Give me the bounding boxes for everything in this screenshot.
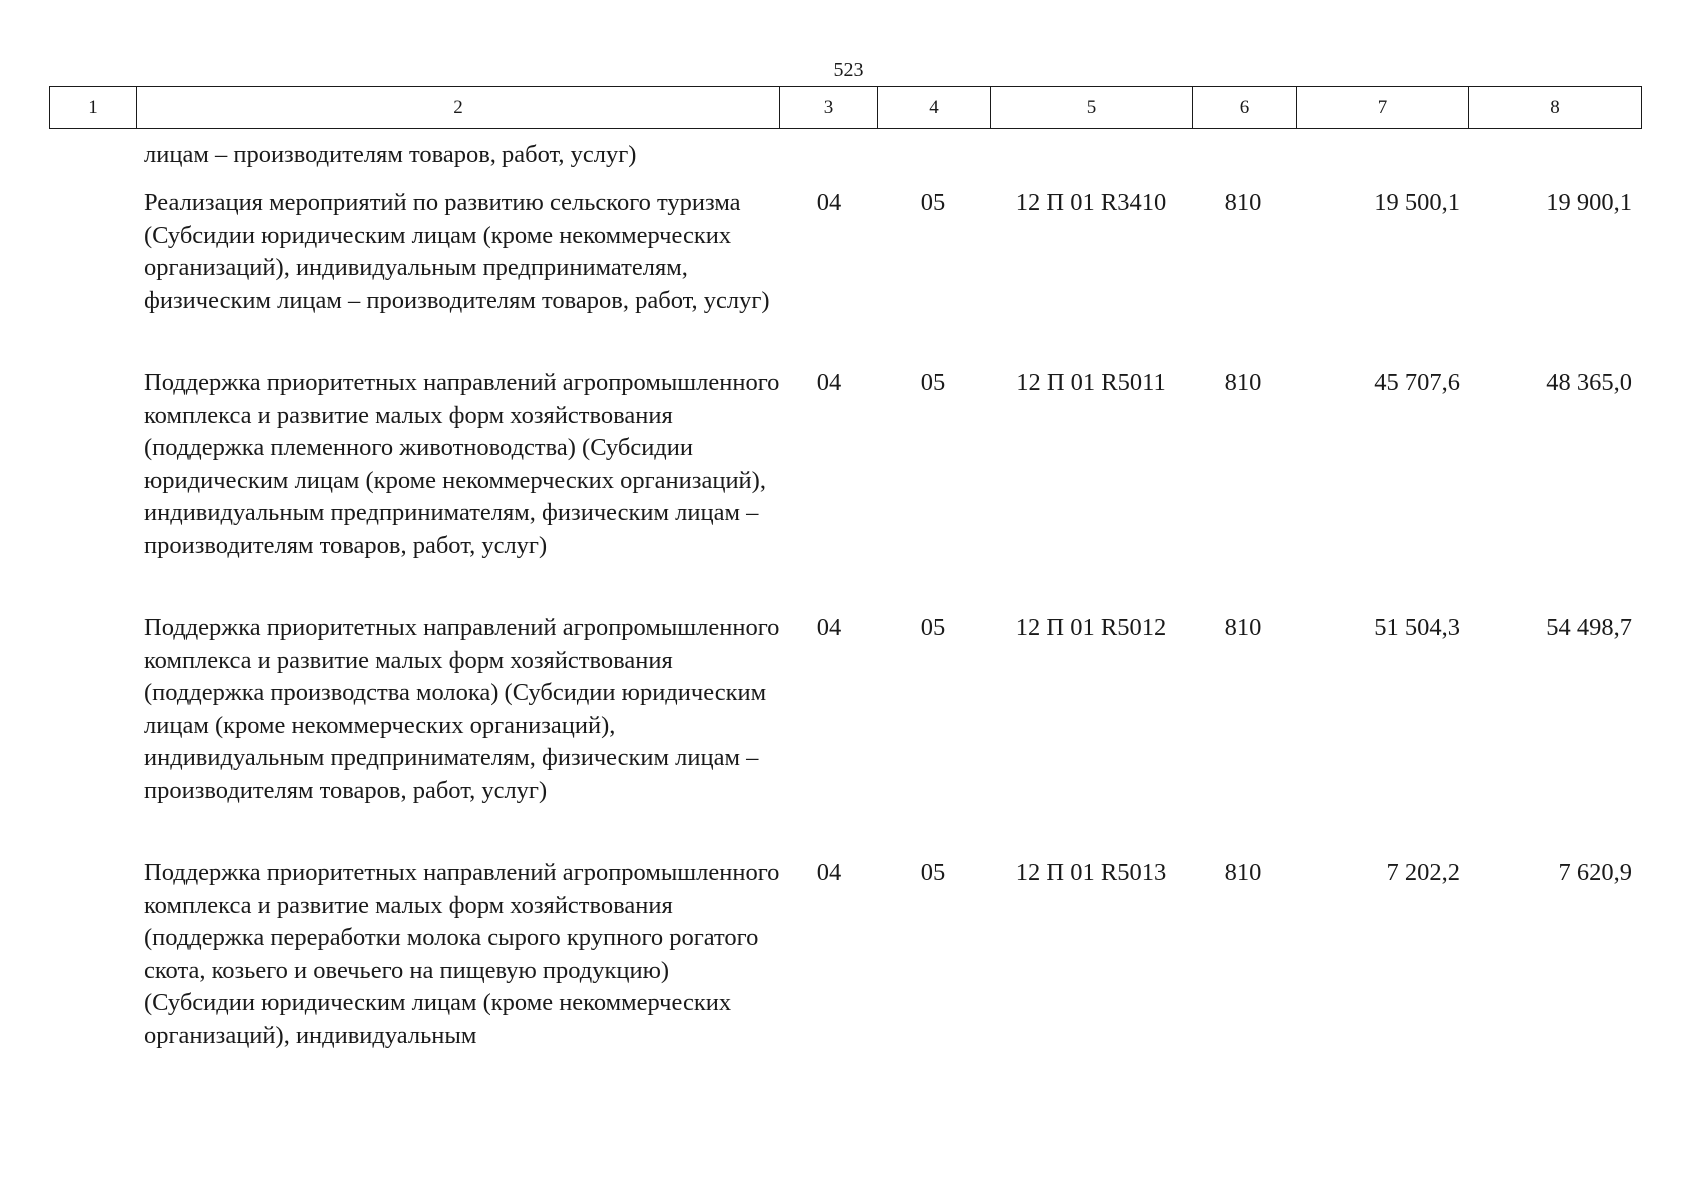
column-header-row <box>50 87 1642 129</box>
row-description: Поддержка приоритетных направлений агропромышленного комплекса и развитие малых форм хозяйствования (поддержка производства молока) (Субсидии юридическим лицам (кроме некоммерческих организаций), индивидуальным предпринимателям, физическим лицам – производителям товаров, работ, услуг) <box>144 614 780 804</box>
row-expense-type: 810 <box>1224 189 1262 216</box>
row-subsection: 05 <box>920 859 946 886</box>
row-target-article: 12 П 01 R5011 <box>1016 369 1166 396</box>
row-amount-2: 54 498,7 <box>1546 614 1632 641</box>
row-expense-type: 810 <box>1224 369 1262 396</box>
column-header-4: 4 <box>878 87 991 129</box>
row-section: 04 <box>816 614 842 641</box>
row-target-article: 12 П 01 R3410 <box>1015 189 1167 216</box>
row-subsection: 05 <box>920 369 946 396</box>
column-header-3: 3 <box>780 87 878 129</box>
continuation-text: лицам – производителям товаров, работ, услуг) <box>144 141 637 168</box>
row-expense-type: 810 <box>1224 859 1262 886</box>
column-header-1: 1 <box>50 87 137 129</box>
row-amount-2: 19 900,1 <box>1546 189 1632 216</box>
column-header-7: 7 <box>1297 87 1469 129</box>
page-number: 523 <box>833 59 864 81</box>
row-description: Реализация мероприятий по развитию сельского туризма (Субсидии юридическим лицам (кроме некоммерческих организаций), индивидуальным предпринимателям, физическим лицам – производителям товаров, работ, услуг) <box>144 189 770 314</box>
row-amount-2: 48 365,0 <box>1546 369 1632 396</box>
column-header-table <box>49 86 1642 129</box>
row-expense-type: 810 <box>1224 614 1262 641</box>
row-section: 04 <box>816 189 842 216</box>
row-subsection: 05 <box>920 189 946 216</box>
row-section: 04 <box>816 369 842 396</box>
row-amount-1: 45 707,6 <box>1374 369 1460 396</box>
row-amount-2: 7 620,9 <box>1558 859 1632 886</box>
row-amount-1: 7 202,2 <box>1386 859 1460 886</box>
column-header-2: 2 <box>137 87 780 129</box>
row-target-article: 12 П 01 R5012 <box>1015 614 1167 641</box>
row-description: Поддержка приоритетных направлений агропромышленного комплекса и развитие малых форм хозяйствования (поддержка переработки молока сырого крупного рогатого скота, козьего и овечьего на пищевую продукцию) (Субсидии юридическим лицам (кроме некоммерческих организаций), индивидуальным <box>144 859 780 1049</box>
column-header-6: 6 <box>1193 87 1297 129</box>
row-target-article: 12 П 01 R5013 <box>1015 859 1167 886</box>
row-section: 04 <box>816 859 842 886</box>
row-subsection: 05 <box>920 614 946 641</box>
column-header-5: 5 <box>991 87 1193 129</box>
column-header-8: 8 <box>1469 87 1642 129</box>
row-amount-1: 19 500,1 <box>1374 189 1460 216</box>
row-description: Поддержка приоритетных направлений агропромышленного комплекса и развитие малых форм хозяйствования (поддержка племенного животноводства) (Субсидии юридическим лицам (кроме некоммерческих организаций), индивидуальным предпринимателям, физическим лицам – производителям товаров, работ, услуг) <box>144 369 780 559</box>
row-amount-1: 51 504,3 <box>1374 614 1460 641</box>
